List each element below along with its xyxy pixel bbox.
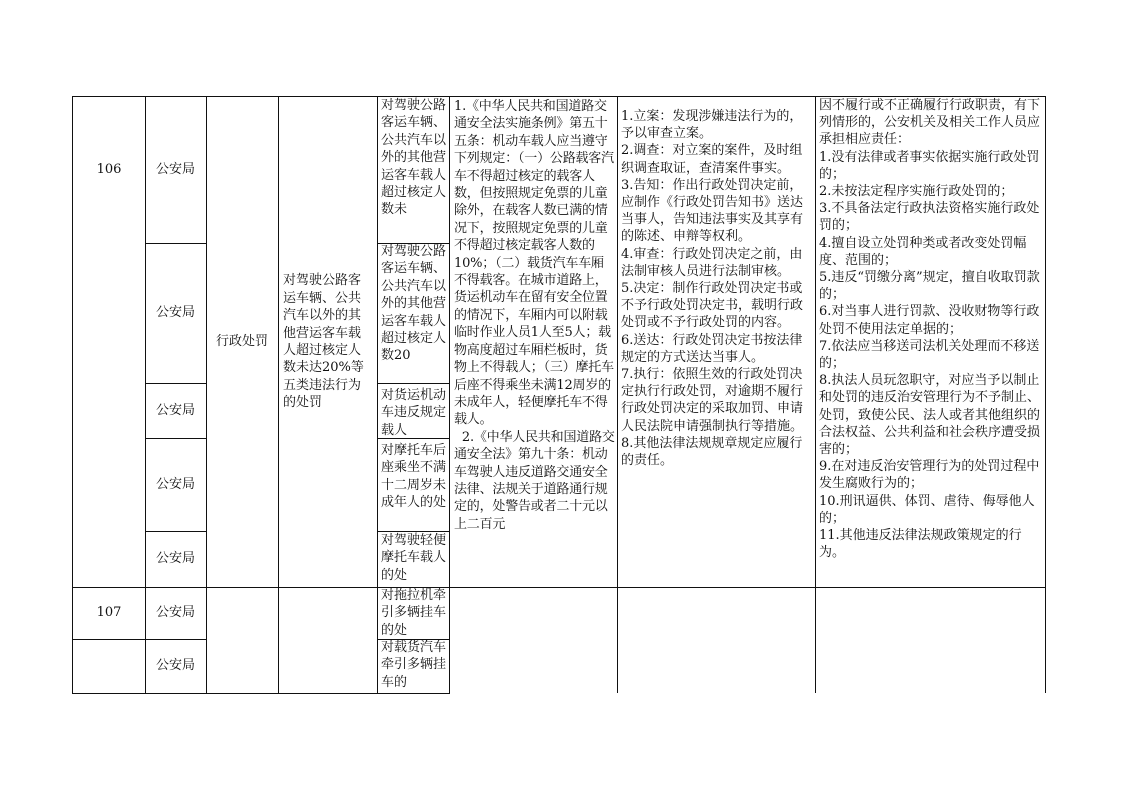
grid-line: [377, 438, 450, 439]
grid-line: [72, 639, 206, 640]
grid-line: [617, 96, 618, 693]
grid-line: [377, 531, 450, 532]
legal-basis-cell: 1.《中华人民共和国道路交通安全法实施条例》第五十五条：机动车载人应当遵守下列规定：（一）公路载客汽车不得超过核定的载客人数，但按照规定免票的儿童除外，在载客人数已满的情况下，按照规定免票的儿童不得超过核定载客人数的10%；（二）载货汽车车厢不得载客。在城市道路上，货运机动车在留有安全位置的情况下，车厢内可以附载临时作业人员1人至5人；载物高度超过车厢栏板时，货物上不得载人；（三）摩托车后座不得乘坐未满12周岁的未成年人，轻便摩托车不得载人。 2.《中华人民共和国道路交通安全法》第九十条：机动车驾驶人违反道路交通安全法律、法规关于道路通行规定的，处警告或者二十元以上二百元: [454, 99, 615, 532]
grid-line: [145, 438, 206, 439]
grid-line: [72, 96, 1046, 97]
serial-107: 107: [96, 605, 122, 621]
grid-line: [145, 243, 206, 244]
dept-cell: 公安局: [155, 605, 195, 621]
sub-item-cell: 对拖拉机牵引多辆挂车的处: [381, 588, 447, 638]
sub-item-cell: 对摩托车后座乘坐不满十二周岁未成年人的处: [381, 443, 447, 511]
dept-cell: 公安局: [155, 476, 195, 492]
grid-line: [72, 96, 73, 693]
category-cell: 行政处罚: [215, 334, 268, 350]
grid-line: [815, 96, 816, 693]
grid-line: [377, 383, 450, 384]
grid-line: [145, 96, 146, 693]
serial-106: 106: [96, 162, 122, 178]
sub-item-cell: 对驾驶公路客运车辆、公共汽车以外的其他营运客车载人超过核定人数20: [381, 244, 447, 364]
grid-line: [278, 96, 279, 693]
grid-line: [1045, 96, 1046, 693]
item-name-text: 对驾驶公路客运车辆、公共汽车以外的其他营运客车载人超过核定人数未达20%等五类违法行为的处罚: [283, 273, 364, 411]
process-cell: 1.立案：发现涉嫌违法行为的，予以审查立案。 2.调查：对立案的案件，及时组织调查取证，查清案件事实。 3.告知：作出行政处罚决定前，应制作《行政处罚告知书》送达当事人，告知违法事实及其享有的陈述、申辩等权利。 4.审查：行政处罚决定之前，由法制审核人员进行法制审核。 5.决定：制作行政处罚决定书或不予行政处罚决定书，载明行政处罚或不予行政处罚的内容。 6.送达：行政处罚决定书按法律规定的方式送达当事人。 7.执行：依照生效的行政处罚决定执行行政处罚，对逾期不履行行政处罚决定的采取加罚、申请人民法院申请强制执行等措施。 8.其他法律法规规章规定应履行的责任。: [621, 109, 804, 469]
dept-cell: 公安局: [155, 402, 195, 418]
dept-cell: 公安局: [155, 162, 195, 178]
dept-cell: 公安局: [155, 551, 195, 567]
grid-line: [377, 639, 450, 640]
sub-item-cell: 对驾驶公路客运车辆、公共汽车以外的其他营运客车载人超过核定人数未: [381, 98, 447, 218]
sub-item-cell: 对驾驶轻便摩托车载人的处: [381, 533, 447, 583]
sub-item-cell: 对载货汽车牵引多辆挂车的: [381, 640, 447, 690]
grid-line: [145, 531, 206, 532]
grid-line: [145, 383, 206, 384]
dept-cell: 公安局: [155, 658, 195, 674]
grid-line: [449, 96, 450, 693]
liability-cell: 因不履行或不正确履行行政职责，有下列情形的，公安机关及相关工作人员应承担相应责任： 1.没有法律或者事实依据实施行政处罚的； 2.未按法定程序实施行政处罚的； 3.不具备法定行政执法资格实施行政处罚的； 4.擅自设立处罚种类或者改变处罚幅度、范围的； 5.违反“罚缴分离”规定，擅自收取罚款的； 6.对当事人进行罚款、没收财物等行政处罚不使用法定单据的； 7.依法应当移送司法机关处理而不移送的； 8.执法人员玩忽职守，对应当予以制止和处罚的违反治安管理行为不予制止、处罚，致使公民、法人或者其他组织的合法权益、公共利益和社会秩序遭受损害的； 9.在对违反治安管理行为的处罚过程中发生腐败行为的； 10.刑讯逼供、体罚、虐待、侮辱他人的； 11.其他违反法律法规政策规定的行为。: [819, 98, 1041, 561]
item-name-cell: [278, 97, 377, 587]
dept-cell: 公安局: [155, 305, 195, 321]
grid-line: [377, 243, 450, 244]
grid-line: [206, 96, 207, 693]
sub-item-cell: 对货运机动车违反规定载人: [381, 388, 447, 438]
grid-line: [377, 96, 378, 693]
grid-line: [72, 587, 1046, 588]
grid-line: [72, 693, 450, 694]
